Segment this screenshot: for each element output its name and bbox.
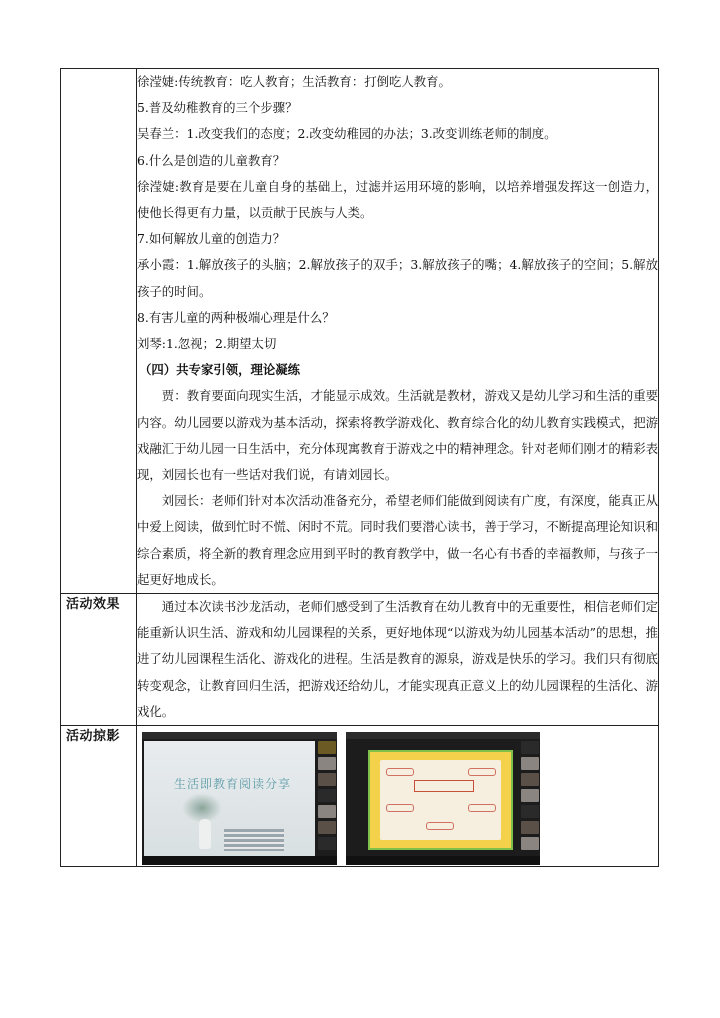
effect-text: 通过本次读书沙龙活动，老师们感受到了生活教育在幼儿教育中的无重要性，相信老师们定能重新认识生活、游戏和幼儿园课程的关系，更好地体现“以游戏为幼儿园基本活动”的思想，推进了幼儿园课程生活化、游戏化的进程。生活是教育的源泉，游戏是快乐的学习。我们只有彻底转变观念，让教育回归生活，把游戏还给幼儿，才能实现真正意义上的幼儿园课程的生活化、游戏化。 [137,599,658,719]
discussion-line: 徐滢婕:教育是要在儿童自身的基础上，过滤并运用环境的影响，以培养增强发挥这一创造力，使他长得更有力量，以贡献于民族与人类。 [137,178,658,221]
participant-video-tile [521,805,539,818]
participant-video-tile [318,773,336,786]
meeting-top-bar [346,732,540,739]
participant-video-tile [521,821,539,834]
mind-map-image [380,760,501,840]
meeting-screenshot-2 [346,732,540,865]
question-line: 6.什么是创造的儿童教育？ [137,152,286,168]
slide-title: 生活即教育阅读分享 [174,777,292,792]
participant-video-tile [521,789,539,802]
mind-map-node [386,768,414,776]
mind-map-node [426,822,454,830]
photos-row [61,726,659,867]
participant-video-tile [318,757,336,770]
meeting-bottom-bar [142,856,337,865]
participant-video-tile [318,789,336,802]
discussion-line: 吴春兰：1.改变我们的态度；2.改变幼稚园的办法；3.改变训练老师的制度。 [137,126,557,142]
participant-video-tile [521,741,539,754]
discussion-line: 刘琴:1.忽视；2.期望太切 [137,336,277,352]
question-line: 8.有害儿童的两种极端心理是什么？ [137,309,335,325]
meeting-screenshot-1 [142,732,337,865]
document-table [60,68,659,867]
mind-map-node [468,804,496,812]
discussion-line: 徐滢婕:传统教育：吃人教育；生活教育：打倒吃人教育。 [137,74,451,89]
meeting-top-bar [142,732,337,739]
shared-slide-1 [144,741,315,856]
paragraph-liu: 刘园长：老师们针对本次活动准备充分，希望老师们能做到阅读有广度，有深度，能真正从中爱上阅读，做到忙时不慌、闲时不荒。同时我们要潜心读书，善于学习，不断提高理论知识和综合素质，将全新的教育理念应用到平时的教育教学中，做一名心有书香的幸福教师，与孩子一起更好地成长。 [137,493,658,587]
shared-slide-2 [368,750,513,850]
mind-map-node [386,804,414,812]
discussion-label-cell [61,69,137,594]
photos-label-cell [61,726,137,867]
section-heading: （四）共专家引领，理论凝练 [139,362,301,378]
photos-label: 活动掠影 [66,729,121,745]
participant-video-strip [317,741,337,853]
effect-label: 活动效果 [66,597,121,613]
participant-video-tile [318,741,336,754]
effect-content-cell [137,594,659,726]
participant-video-tile [318,805,336,818]
paragraph-jia: 贾：教育要面向现实生活，才能显示成效。生活就是教材，游戏又是幼儿学习和生活的重要内容。幼儿园要以游戏为基本活动，探索将教学游戏化、教育综合化的幼儿教育实践模式，把游戏融汇于幼儿园一日生活中，充分体现寓教育于游戏之中的精神理念。针对老师们刚才的精彩表现，刘园长也有一些话对我们说，有请刘园长。 [137,388,658,483]
participant-video-strip [520,741,540,853]
effect-label-cell [61,594,137,726]
mind-map-title [414,780,474,792]
mind-map-node [468,768,496,776]
books-image [224,829,284,851]
photos-content-cell [137,726,659,867]
question-line: 7.如何解放儿童的创造力？ [137,231,286,247]
participant-video-tile [318,821,336,834]
participant-video-tile [521,773,539,786]
discussion-line: 承小霞：1.解放孩子的头脑；2.解放孩子的双手；3.解放孩子的嘴；4.解放孩子的空间；5.解放孩子的时间。 [137,257,658,299]
participant-video-tile [521,757,539,770]
question-line: 5.普及幼稚教育的三个步骤？ [137,100,298,116]
vase-image [199,819,211,849]
participant-video-tile [521,837,539,850]
meeting-bottom-bar [346,856,540,865]
discussion-content-cell [137,69,659,594]
participant-video-tile [318,837,336,850]
discussion-row [61,69,659,594]
effect-row [61,594,659,726]
